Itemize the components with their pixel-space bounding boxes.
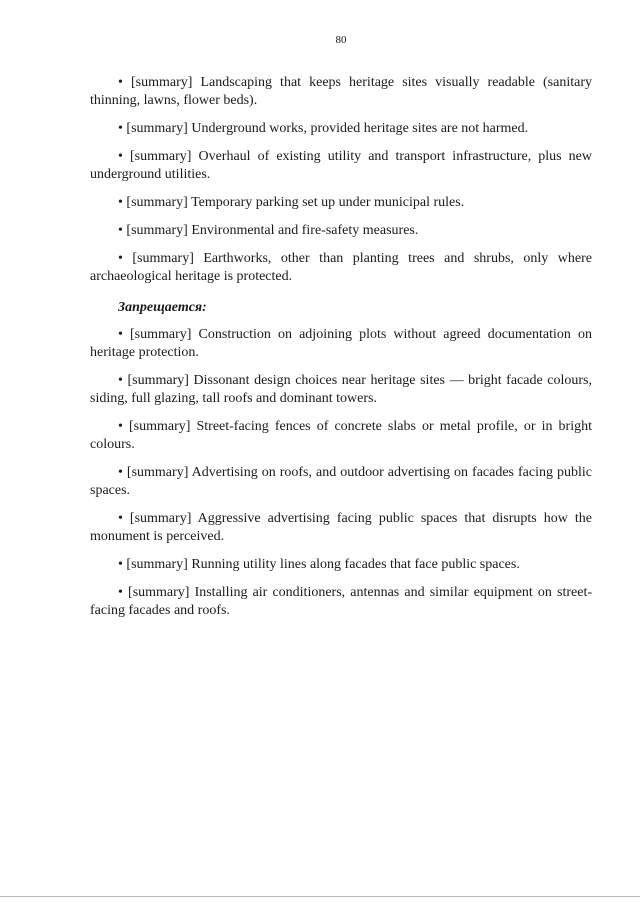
- page-number: 80: [335, 34, 347, 46]
- page-bottom-rule: [0, 896, 640, 897]
- list-item: • [summary] Dissonant design choices near heritage sites — bright facade colours, siding, full glazing, tall roofs and dominant towers.: [90, 372, 592, 408]
- list-item: • [summary] Advertising on roofs, and outdoor advertising on facades facing public spaces.: [90, 464, 592, 500]
- list-item: • [summary] Landscaping that keeps heritage sites visually readable (sanitary thinning, lawns, flower beds).: [90, 74, 592, 110]
- list-item: • [summary] Temporary parking set up under municipal rules.: [90, 194, 592, 212]
- list-item: • [summary] Street-facing fences of concrete slabs or metal profile, or in bright colours.: [90, 418, 592, 454]
- prohibited-heading: Запрещается:: [118, 300, 207, 315]
- list-item: • [summary] Earthworks, other than planting trees and shrubs, only where archaeological heritage is protected.: [90, 250, 592, 286]
- list-item: • [summary] Underground works, provided heritage sites are not harmed.: [90, 120, 592, 138]
- list-item: • [summary] Running utility lines along facades that face public spaces.: [90, 556, 592, 574]
- prohibited-works-list: [90, 326, 592, 620]
- list-item: • [summary] Construction on adjoining plots without agreed documentation on heritage protection.: [90, 326, 592, 362]
- list-item: • [summary] Aggressive advertising facing public spaces that disrupts how the monument is perceived.: [90, 510, 592, 546]
- list-item: • [summary] Installing air conditioners, antennas and similar equipment on street-facing facades and roofs.: [90, 584, 592, 620]
- list-item: • [summary] Overhaul of existing utility and transport infrastructure, plus new underground utilities.: [90, 148, 592, 184]
- permitted-works-list: [90, 74, 592, 286]
- list-item: • [summary] Environmental and fire-safety measures.: [90, 222, 592, 240]
